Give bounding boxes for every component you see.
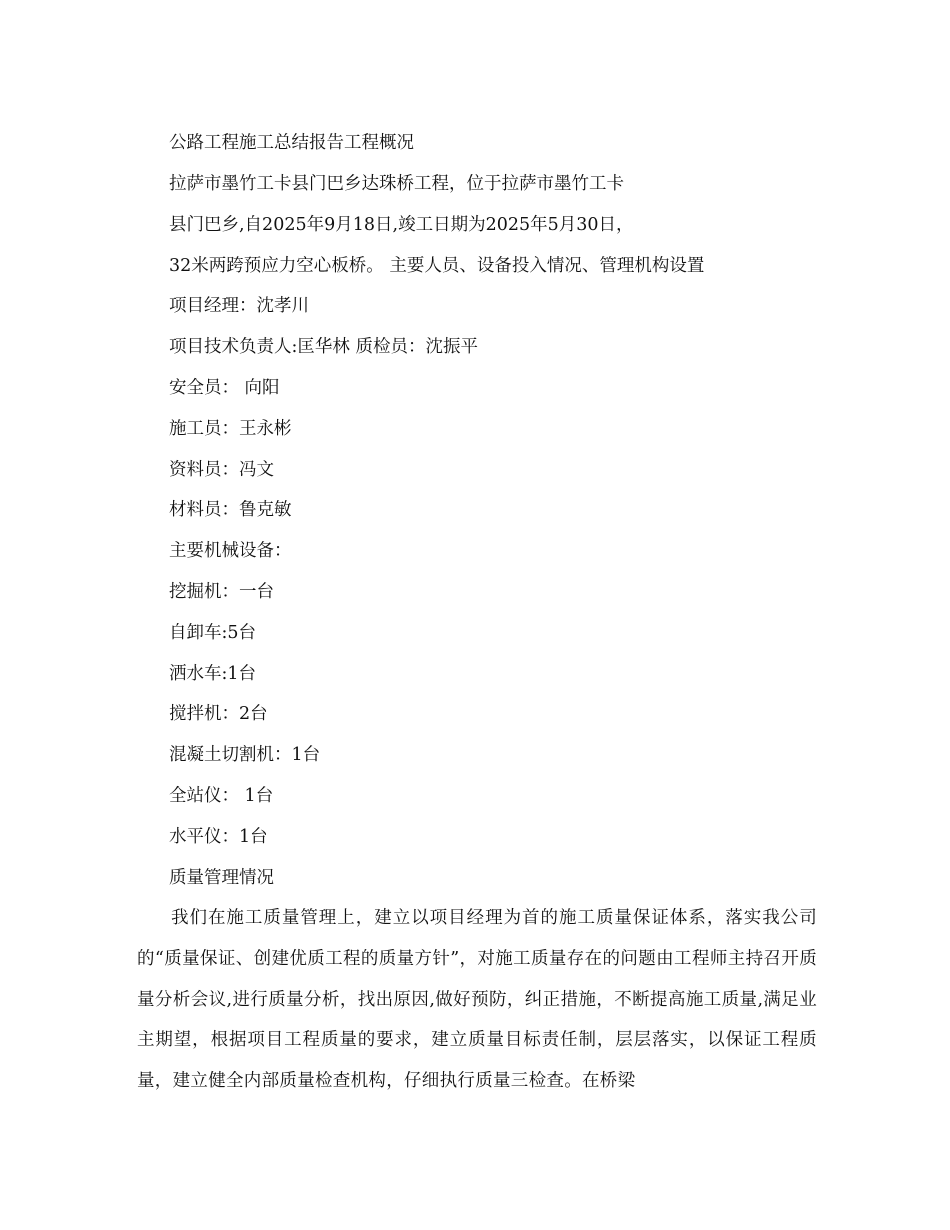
overview-line-2: 县门巴乡,自2025年9月18日,竣工日期为2025年5月30日， — [169, 215, 634, 235]
equipment-level: 水平仪：1台 — [169, 827, 268, 847]
overview-line-1: 拉萨市墨竹工卡县门巴乡达珠桥工程，位于拉萨市墨竹工卡 — [169, 174, 624, 194]
equipment-heading: 主要机械设备： — [169, 541, 292, 561]
equipment-dump-truck: 自卸车:5台 — [169, 623, 257, 643]
construction-officer: 施工员：王永彬 — [169, 419, 292, 439]
materials-officer: 材料员：鲁克敏 — [169, 500, 292, 520]
technical-lead: 项目技术负责人:匡华林 质检员：沈振平 — [169, 337, 478, 357]
document-title: 公路工程施工总结报告工程概况 — [169, 133, 414, 153]
quality-paragraph: 我们在施工质量管理上，建立以项目经理为首的施工质量保证体系，落实我公司的“质量保证、创建优质工程的质量方针”，对施工质量存在的问题由工程师主持召开质量分析会议,进行质量分析，找出原因,做好预防，纠正措施，不断提高施工质量,满足业主期望，根据项目工程质量的要求，建立质量目标责任制，层层落实，以保证工程质量，建立健全内部质量检查机构，仔细执行质量三检查。在桥梁 — [137, 908, 817, 1092]
equipment-concrete-cutter: 混凝土切割机：1台 — [169, 745, 321, 765]
document-officer: 资料员：冯文 — [169, 460, 274, 480]
project-manager: 项目经理：沈孝川 — [169, 296, 309, 316]
equipment-water-truck: 洒水车:1台 — [169, 664, 257, 684]
equipment-total-station: 全站仪： 1台 — [169, 786, 274, 806]
safety-officer: 安全员： 向阳 — [169, 378, 280, 398]
equipment-excavator: 挖掘机：一台 — [169, 582, 274, 602]
overview-line-3: 32米两跨预应力空心板桥。 主要人员、设备投入情况、管理机构设置 — [169, 256, 705, 276]
quality-heading: 质量管理情况 — [169, 868, 274, 888]
equipment-mixer: 搅拌机：2台 — [169, 704, 268, 724]
